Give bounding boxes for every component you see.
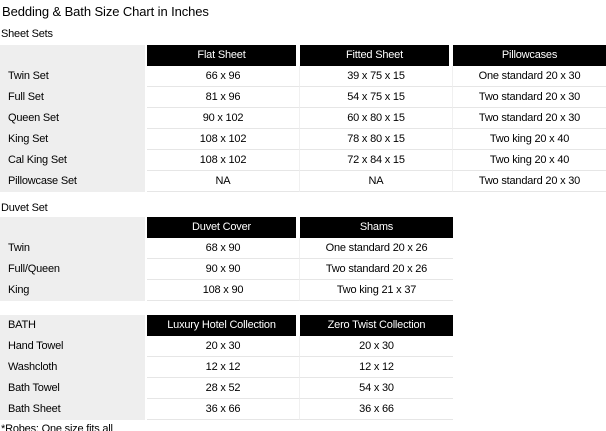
table-cell: 72 x 84 x 15 (300, 150, 453, 171)
sheet-sets-table (0, 45, 606, 192)
table-cell: 36 x 66 (147, 399, 300, 420)
table-cell: 90 x 102 (147, 108, 300, 129)
table-cell: 108 x 102 (147, 129, 300, 150)
section-label-sheet-sets: Sheet Sets (1, 28, 53, 40)
row-label-hand-towel: Hand Towel (0, 336, 147, 357)
table-cell: One standard 20 x 30 (453, 66, 606, 87)
row-label-washcloth: Washcloth (0, 357, 147, 378)
table-cell: Two king 21 x 37 (300, 280, 453, 301)
table-cell: 36 x 66 (300, 399, 453, 420)
table-cell: Two standard 20 x 26 (300, 259, 453, 280)
table-cell: 12 x 12 (300, 357, 453, 378)
row-label-twin: Twin (0, 238, 147, 259)
column-header-zero-twist-collection: Zero Twist Collection (300, 315, 453, 336)
table-cell: Two standard 20 x 30 (453, 87, 606, 108)
table-cell: 54 x 75 x 15 (300, 87, 453, 108)
row-label-cal-king-set: Cal King Set (0, 150, 147, 171)
row-label-twin-set: Twin Set (0, 66, 147, 87)
column-header-pillowcases: Pillowcases (453, 45, 606, 66)
table-cell: NA (300, 171, 453, 192)
table-cell: NA (147, 171, 300, 192)
column-header-fitted-sheet: Fitted Sheet (300, 45, 453, 66)
table-cell: One standard 20 x 26 (300, 238, 453, 259)
page-title: Bedding & Bath Size Chart in Inches (2, 4, 209, 19)
column-header-duvet-cover: Duvet Cover (147, 217, 300, 238)
table-cell: 108 x 102 (147, 150, 300, 171)
table-cell: 78 x 80 x 15 (300, 129, 453, 150)
table-cell: 68 x 90 (147, 238, 300, 259)
table-cell: 12 x 12 (147, 357, 300, 378)
table-cell: 108 x 90 (147, 280, 300, 301)
table-cell: 28 x 52 (147, 378, 300, 399)
section-label-duvet-set: Duvet Set (1, 202, 48, 214)
column-header-flat-sheet: Flat Sheet (147, 45, 300, 66)
duvet-set-table (0, 217, 606, 301)
table-cell: 54 x 30 (300, 378, 453, 399)
table-cell: 20 x 30 (147, 336, 300, 357)
row-label-king-set: King Set (0, 129, 147, 150)
bath-corner-cell: BATH (0, 315, 147, 336)
bath-table (0, 315, 606, 420)
table-cell: 66 x 96 (147, 66, 300, 87)
row-label-full-set: Full Set (0, 87, 147, 108)
row-label-bath-sheet: Bath Sheet (0, 399, 147, 420)
table-cell: 20 x 30 (300, 336, 453, 357)
robes-footnote: *Robes: One size fits all (1, 423, 113, 431)
row-label-full-queen: Full/Queen (0, 259, 147, 280)
row-label-pillowcase-set: Pillowcase Set (0, 171, 147, 192)
table-cell: Two standard 20 x 30 (453, 108, 606, 129)
row-label-bath-towel: Bath Towel (0, 378, 147, 399)
sheet-sets-corner-cell (0, 45, 147, 66)
table-cell: 60 x 80 x 15 (300, 108, 453, 129)
table-cell: 81 x 96 (147, 87, 300, 108)
table-cell: 39 x 75 x 15 (300, 66, 453, 87)
table-cell: Two standard 20 x 30 (453, 171, 606, 192)
row-label-queen-set: Queen Set (0, 108, 147, 129)
table-cell: Two king 20 x 40 (453, 129, 606, 150)
column-header-shams: Shams (300, 217, 453, 238)
table-cell: 90 x 90 (147, 259, 300, 280)
row-label-king: King (0, 280, 147, 301)
table-cell: Two king 20 x 40 (453, 150, 606, 171)
column-header-luxury-hotel-collection: Luxury Hotel Collection (147, 315, 300, 336)
duvet-corner-cell (0, 217, 147, 238)
